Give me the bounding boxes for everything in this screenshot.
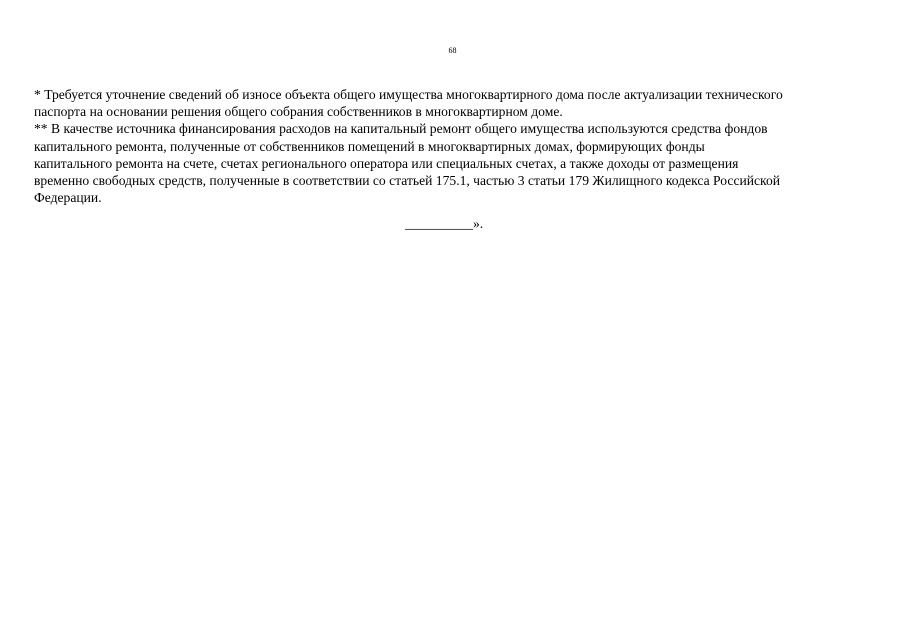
footnote-financing-source — [34, 120, 874, 206]
footnote-line: Федерации. — [34, 190, 102, 206]
footnote-wear-clarification — [34, 86, 874, 120]
closing-underline-mark: __________». — [405, 216, 484, 231]
page-number: 68 — [448, 46, 457, 55]
footnote-line: * Требуется уточнение сведений об износе объекта общего имущества многоквартирного дома после актуализации технического — [34, 87, 783, 102]
footnotes — [34, 86, 874, 206]
footnote-line: капитального ремонта, полученные от собственников помещений в многоквартирных домах, формирующих фонды — [34, 138, 705, 154]
footnote-line: ** В качестве источника финансирования расходов на капитальный ремонт общего имущества используются средства фондов — [34, 121, 768, 137]
footnote-line: паспорта на основании решения общего собрания собственников в многоквартирном доме. — [34, 104, 563, 120]
footnote-line: временно свободных средств, полученные в соответствии со статьей 175.1, частью 3 статьи 179 Жилищного кодекса Российской — [34, 173, 781, 189]
footnote-line: капитального ремонта на счете, счетах регионального оператора или специальных счетах, а также доходы от размещения — [34, 155, 739, 171]
